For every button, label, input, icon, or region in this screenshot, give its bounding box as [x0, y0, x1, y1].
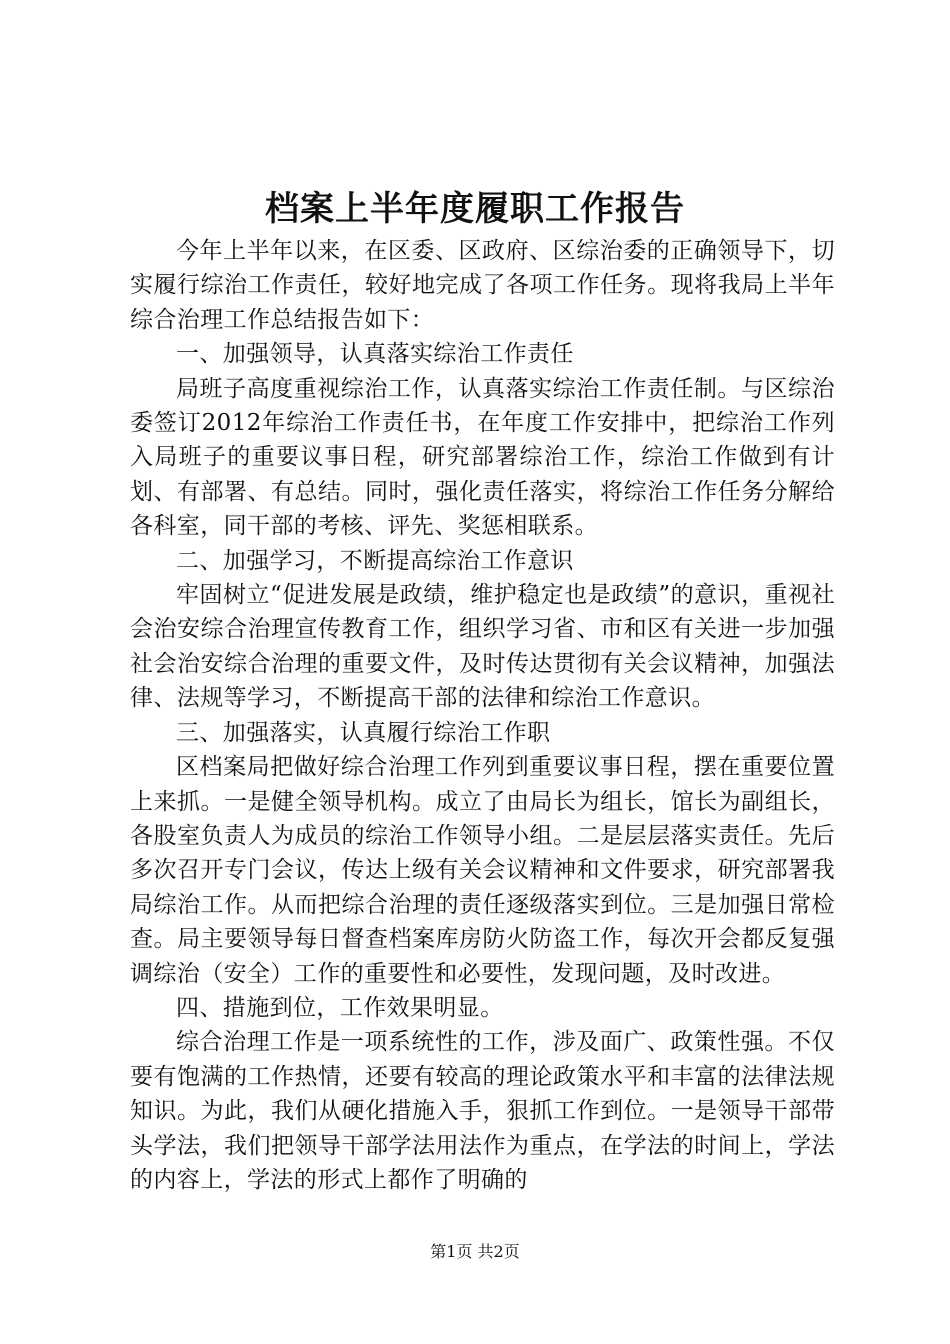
document-title: 档案上半年度履职工作报告 — [265, 189, 685, 229]
section-heading-2: 二、加强学习，不断提高综治工作意识 — [176, 547, 574, 574]
paragraph-section-2: 牢固树立“促进发展是政绩，维护稳定也是政绩”的意识，重视社会治安综合治理宣传教育工作，组织学习省、市和区有关进一步加强社会治安综合治理的重要文件，及时传达贯彻有关会议精神，加强法律、法规等学习，不断提高干部的法律和综治工作意识。 — [130, 582, 835, 712]
paragraph-section-1: 局班子高度重视综治工作，认真落实综治工作责任制。与区综治委签订2012年综治工作责任书，在年度工作安排中，把综治工作列入局班子的重要议事日程，研究部署综治工作，综治工作做到有计划、有部署、有总结。同时，强化责任落实，将综治工作任务分解给各科室，同干部的考核、评先、奖惩相联系。 — [130, 375, 835, 540]
section-heading-1: 一、加强领导，认真落实综治工作责任 — [176, 341, 574, 368]
page-footer: 第1页 共2页 — [430, 1242, 520, 1261]
section-heading-3: 三、加强落实，认真履行综治工作职 — [176, 719, 551, 746]
section-heading-4: 四、措施到位，工作效果明显。 — [176, 994, 504, 1021]
paragraph-intro: 今年上半年以来，在区委、区政府、区综治委的正确领导下，切实履行综治工作责任，较好地完成了各项工作任务。现将我局上半年综合治理工作总结报告如下： — [130, 238, 835, 333]
paragraph-section-4: 综合治理工作是一项系统性的工作，涉及面广、政策性强。不仅要有饱满的工作热情，还要有较高的理论政策水平和丰富的法律法规知识。为此，我们从硬化措施入手，狠抓工作到位。一是领导干部带头学法，我们把领导干部学法用法作为重点，在学法的时间上，学法的内容上，学法的形式上都作了明确的 — [130, 1029, 835, 1193]
document-body — [130, 234, 835, 1197]
paragraph-section-3: 区档案局把做好综合治理工作列到重要议事日程，摆在重要位置上来抓。一是健全领导机构。成立了由局长为组长，馆长为副组长，各股室负责人为成员的综治工作领导小组。二是层层落实责任。先后多次召开专门会议，传达上级有关会议精神和文件要求，研究部署我局综治工作。从而把综合治理的责任逐级落实到位。三是加强日常检查。局主要领导每日督查档案库房防火防盗工作，每次开会都反复强调综治（安全）工作的重要性和必要性，发现问题，及时改进。 — [130, 754, 835, 987]
